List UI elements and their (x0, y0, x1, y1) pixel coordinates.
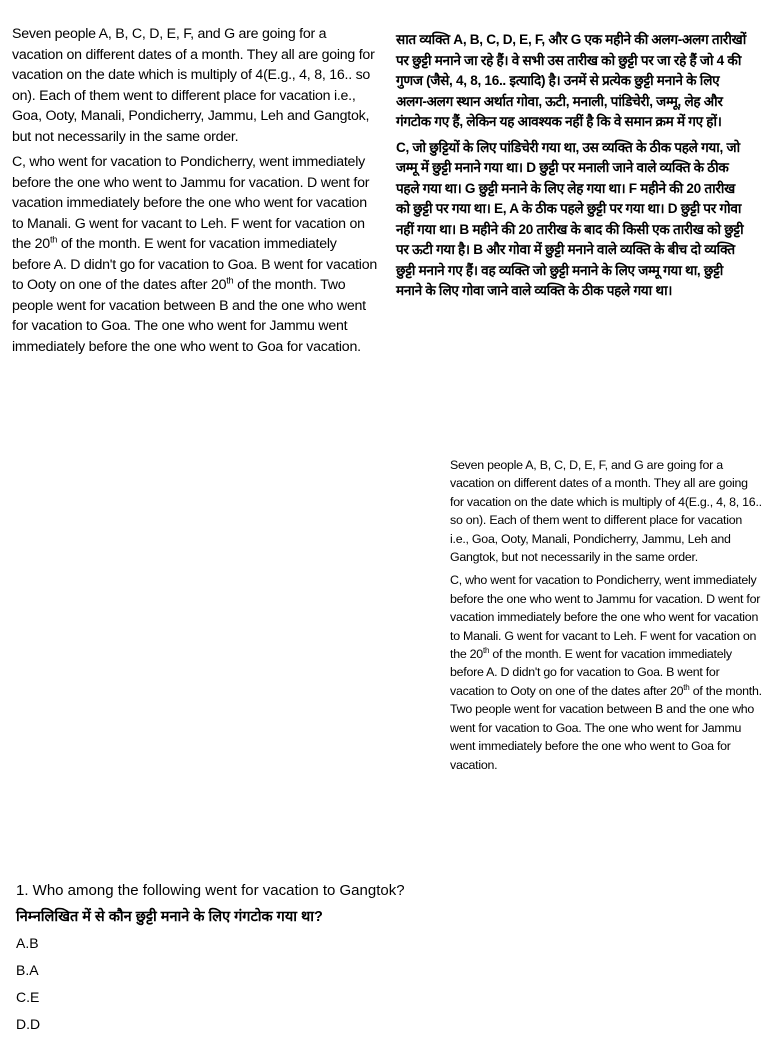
left-english-number-20: 20 (210, 277, 227, 293)
small-english-para-2-part-b: of the month. E went for vacation immediately before A. D didn't go for vacation to Goa. B went for vacation to Ooty on one of the dates after 20 (450, 647, 732, 698)
small-english-passage (450, 456, 762, 774)
superscript-th: th (49, 234, 58, 245)
right-hindi-para-1: सात व्यक्ति A, B, C, D, E, F, और G एक महीने की अलग-अलग तारीखों पर छुट्टी मनाने जा रहे हैं। वे सभी उस तारीख को छुट्टी पर जा रहे हैं जो 4 की गुणज (जैसे, 4, 8, 16.. इत्यादि) है। उनमें से प्रत्येक छुट्टी मनाने के लिए अलग-अलग स्थान अर्थात गोवा, ऊटी, मनाली, पांडिचेरी, जम्मू, लेह और गंगटोक गए हैं, लेकिन यह आवश्यक नहीं है कि वे समान क्रम में गए हों। (396, 32, 746, 129)
left-english-para-2-part-c: of the month. Two people went for vacation between B and the one who went for vacation to Goa. The one who went for Jammu went immediately before the one who went to Goa for vacation. (12, 277, 366, 355)
left-english-para-2-part-b: of the month. E went for vacation immediately before A. D didn't go for vacation to Goa. B went for vacation to Ooty on one of the dates after (12, 236, 377, 293)
option-4: D.D (16, 1016, 41, 1032)
option-2: B.A (16, 962, 39, 978)
superscript-th: th (683, 682, 690, 692)
question-block (16, 878, 756, 1038)
right-hindi-passage (396, 30, 746, 302)
question-hindi: निम्नलिखित में से कौन छुट्टी मनाने के लिए गंगटोक गया था? (16, 909, 323, 925)
superscript-th: th (226, 275, 234, 286)
question-english: 1. Who among the following went for vacation to Gangtok? (16, 882, 405, 899)
left-english-para-2 (12, 152, 378, 357)
left-english-para-2-part-a: C, who went for vacation to Pondicherry, went immediately before the one who went to Jammu for vacation. D went for vacation immediately before the one who went for vacation to Manali. G went for vacant to Leh. F went for vacation on the 20 (12, 154, 370, 252)
superscript-th: th (482, 645, 490, 655)
small-english-para-2 (450, 571, 762, 773)
right-hindi-para-2: C, जो छुट्टियों के लिए पांडिचेरी गया था, उस व्यक्ति के ठीक पहले गया, जो जम्मू में छुट्टी मनाने गया था। D छुट्टी पर मनाली जाने वाले व्यक्ति के ठीक पहले गया था। G छुट्टी मनाने के लिए लेह गया था। F महीने की 20 तारीख को छुट्टी पर गया था। E, A के ठीक पहले छुट्टी पर गया था। D छुट्टी पर गोवा नहीं गया था। B महीने की 20 तारीख के बाद की किसी एक तारीख को छुट्टी पर ऊटी गया है। B और गोवा में छुट्टी मनाने वाले व्यक्ति के बीच दो व्यक्ति छुट्टी मनाने गए हैं। वह व्यक्ति जो छुट्टी मनाने के लिए जम्मू गया था, छुट्टी मनाने के लिए गोवा जाने वाले व्यक्ति के ठीक पहले गया था। (396, 139, 744, 298)
small-english-para-2-part-a: C, who went for vacation to Pondicherry, went immediately before the one who went to Jammu for vacation. D went for vacation immediately before the one who went for vacation to Manali. G went for vacant to Leh. F went for vacation on the 20 (450, 573, 761, 662)
option-3: C.E (16, 989, 40, 1005)
small-english-para-2-part-c: of the month. Two people went for vacation between B and the one who went for vacation to Goa. The one who went for Jammu went immediately before the one who went to Goa for vacation. (450, 683, 762, 772)
small-english-para-1: Seven people A, B, C, D, E, F, and G are going for a vacation on different dates of a month. They all are going for vacation on the date which is multiply of 4(E.g., 4, 8, 16.. so on). Each of them went to different place for vacation i.e., Goa, Ooty, Manali, Pondicherry, Jammu, Leh and Gangtok, but not necessarily in the same order. (450, 458, 762, 565)
option-1: A.B (16, 935, 39, 951)
left-english-para-1: Seven people A, B, C, D, E, F, and G are going for a vacation on different dates of a month. They all are going for vacation on the date which is multiply of 4(E.g., 4, 8, 16.. so on). Each of them went to different place for vacation i.e., Goa, Ooty, Manali, Pondicherry, Jammu, Leh and Gangtok, but not necessarily in the same order. (12, 26, 375, 145)
left-english-passage (12, 24, 378, 357)
